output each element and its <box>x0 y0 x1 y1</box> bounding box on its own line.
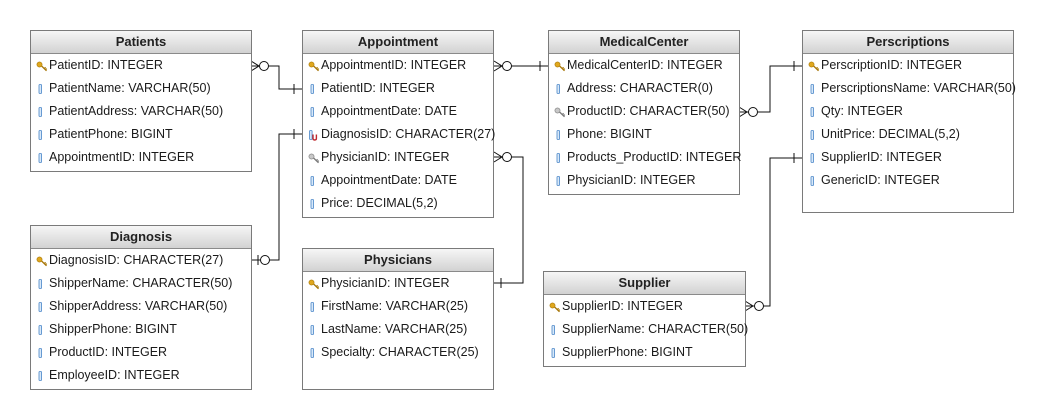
entity-field[interactable] <box>31 364 251 387</box>
field-label: SupplierPhone: BIGINT <box>562 345 693 359</box>
field-list <box>303 54 496 215</box>
field-label: PatientName: VARCHAR(50) <box>49 81 211 95</box>
entity-field[interactable] <box>31 100 251 123</box>
entity-field[interactable] <box>549 54 739 77</box>
foreign-key-icon <box>554 106 566 118</box>
entity-field[interactable] <box>549 100 739 123</box>
column-icon <box>554 175 566 187</box>
primary-key-icon <box>308 60 320 72</box>
field-label: FirstName: VARCHAR(25) <box>321 299 469 313</box>
field-label: Specialty: CHARACTER(25) <box>321 345 479 359</box>
field-list <box>549 54 742 192</box>
field-list <box>31 54 251 169</box>
primary-key-icon <box>549 301 561 313</box>
entity-field[interactable] <box>803 146 1013 169</box>
column-icon <box>808 175 820 187</box>
entity-title: Diagnosis <box>31 226 251 249</box>
field-label: PerscriptionsName: VARCHAR(50) <box>821 81 1016 95</box>
field-label: PatientID: INTEGER <box>49 58 163 72</box>
field-label: SupplierName: CHARACTER(50) <box>562 322 749 336</box>
field-label: Address: CHARACTER(0) <box>567 81 713 95</box>
column-icon <box>554 129 566 141</box>
column-icon <box>308 198 320 210</box>
field-list <box>31 249 251 387</box>
entity-field[interactable] <box>303 169 493 192</box>
primary-key-icon <box>308 278 320 290</box>
rel-patients-appointment <box>251 61 302 94</box>
entity-field[interactable] <box>303 146 493 169</box>
foreign-key-icon <box>308 152 320 164</box>
entity-medicalcenter[interactable] <box>548 30 740 195</box>
column-icon <box>808 83 820 95</box>
unique-column-icon <box>308 129 320 141</box>
field-label: PatientID: INTEGER <box>321 81 435 95</box>
field-label: AppointmentID: INTEGER <box>321 58 467 72</box>
column-icon <box>308 83 320 95</box>
field-label: PhysicianID: INTEGER <box>567 173 696 187</box>
entity-field[interactable] <box>549 123 739 146</box>
field-label: ShipperPhone: BIGINT <box>49 322 177 336</box>
column-icon <box>36 152 48 164</box>
entity-field[interactable] <box>31 341 251 364</box>
field-list <box>803 54 1016 192</box>
column-icon <box>36 370 48 382</box>
entity-title: Supplier <box>544 272 745 295</box>
field-list <box>303 272 493 364</box>
column-icon <box>808 129 820 141</box>
entity-field[interactable] <box>31 77 251 100</box>
rel-supplier-perscriptions <box>745 153 802 311</box>
column-icon <box>308 324 320 336</box>
entity-title: Physicians <box>303 249 493 272</box>
field-label: PatientAddress: VARCHAR(50) <box>49 104 224 118</box>
rel-medicalcenter-perscriptions <box>739 61 802 117</box>
entity-title: Patients <box>31 31 251 54</box>
field-label: DiagnosisID: CHARACTER(27) <box>321 127 496 141</box>
column-icon <box>549 324 561 336</box>
column-icon <box>554 152 566 164</box>
entity-field[interactable] <box>549 146 742 169</box>
entity-field[interactable] <box>803 100 1013 123</box>
field-label: EmployeeID: INTEGER <box>49 368 180 382</box>
column-icon <box>554 83 566 95</box>
entity-field[interactable] <box>549 169 739 192</box>
column-icon <box>308 347 320 359</box>
column-icon <box>549 347 561 359</box>
column-icon <box>808 152 820 164</box>
field-label: PhysicianID: INTEGER <box>321 276 450 290</box>
field-label: Price: DECIMAL(5,2) <box>321 196 438 210</box>
field-label: ShipperAddress: VARCHAR(50) <box>49 299 228 313</box>
column-icon <box>36 324 48 336</box>
entity-field[interactable] <box>303 192 493 215</box>
column-icon <box>308 175 320 187</box>
column-icon <box>36 278 48 290</box>
column-icon <box>36 83 48 95</box>
entity-field[interactable] <box>544 341 745 364</box>
column-icon <box>808 106 820 118</box>
entity-field[interactable] <box>31 249 251 272</box>
field-label: AppointmentID: INTEGER <box>49 150 195 164</box>
entity-supplier[interactable] <box>543 271 749 367</box>
column-icon <box>36 301 48 313</box>
entity-field[interactable] <box>544 318 749 341</box>
field-label: PatientPhone: BIGINT <box>49 127 173 141</box>
field-label: Products_ProductID: INTEGER <box>567 150 742 164</box>
entity-title: MedicalCenter <box>549 31 739 54</box>
primary-key-icon <box>36 60 48 72</box>
entity-field[interactable] <box>31 318 251 341</box>
field-label: GenericID: INTEGER <box>821 173 940 187</box>
column-icon <box>36 129 48 141</box>
primary-key-icon <box>808 60 820 72</box>
entity-perscriptions[interactable] <box>802 30 1014 213</box>
field-label: AppointmentDate: DATE <box>321 104 457 118</box>
entity-field[interactable] <box>803 54 1013 77</box>
entity-field[interactable] <box>31 123 251 146</box>
entity-title: Appointment <box>303 31 493 54</box>
entity-field[interactable] <box>303 54 493 77</box>
entity-field[interactable] <box>803 169 1013 192</box>
column-icon <box>308 106 320 118</box>
field-label: PerscriptionID: INTEGER <box>821 58 963 72</box>
entity-field[interactable] <box>31 146 251 169</box>
column-icon <box>36 106 48 118</box>
entity-patients[interactable] <box>30 30 252 172</box>
column-icon <box>36 347 48 359</box>
field-label: Qty: INTEGER <box>821 104 903 118</box>
entity-field[interactable] <box>803 123 1013 146</box>
entity-title: Perscriptions <box>803 31 1013 54</box>
entity-diagnosis[interactable] <box>30 225 252 390</box>
field-label: PhysicianID: INTEGER <box>321 150 450 164</box>
field-label: ShipperName: CHARACTER(50) <box>49 276 233 290</box>
field-list <box>544 295 749 364</box>
entity-field[interactable] <box>31 295 251 318</box>
entity-field[interactable] <box>544 295 745 318</box>
field-label: ProductID: INTEGER <box>49 345 168 359</box>
entity-field[interactable] <box>803 77 1016 100</box>
entity-field[interactable] <box>31 54 251 77</box>
field-label: UnitPrice: DECIMAL(5,2) <box>821 127 960 141</box>
primary-key-icon <box>554 60 566 72</box>
field-label: Phone: BIGINT <box>567 127 652 141</box>
entity-field[interactable] <box>303 77 493 100</box>
field-label: MedicalCenterID: INTEGER <box>567 58 723 72</box>
entity-field[interactable] <box>303 123 496 146</box>
rel-appointment-medicalcenter <box>494 61 548 71</box>
field-label: ProductID: CHARACTER(50) <box>567 104 730 118</box>
entity-physicians[interactable] <box>302 248 494 390</box>
entity-field[interactable] <box>303 272 493 295</box>
entity-appointment[interactable] <box>302 30 494 218</box>
entity-field[interactable] <box>303 295 493 318</box>
field-label: AppointmentDate: DATE <box>321 173 457 187</box>
entity-field[interactable] <box>31 272 251 295</box>
rel-diagnosis-appointment <box>251 129 302 265</box>
entity-field[interactable] <box>549 77 739 100</box>
rel-appointment-physicians <box>493 152 523 288</box>
primary-key-icon <box>36 255 48 267</box>
entity-field[interactable] <box>303 100 493 123</box>
field-label: SupplierID: INTEGER <box>821 150 942 164</box>
field-label: LastName: VARCHAR(25) <box>321 322 468 336</box>
field-label: SupplierID: INTEGER <box>562 299 683 313</box>
column-icon <box>308 301 320 313</box>
field-label: DiagnosisID: CHARACTER(27) <box>49 253 224 267</box>
entity-field[interactable] <box>303 341 493 364</box>
entity-field[interactable] <box>303 318 493 341</box>
